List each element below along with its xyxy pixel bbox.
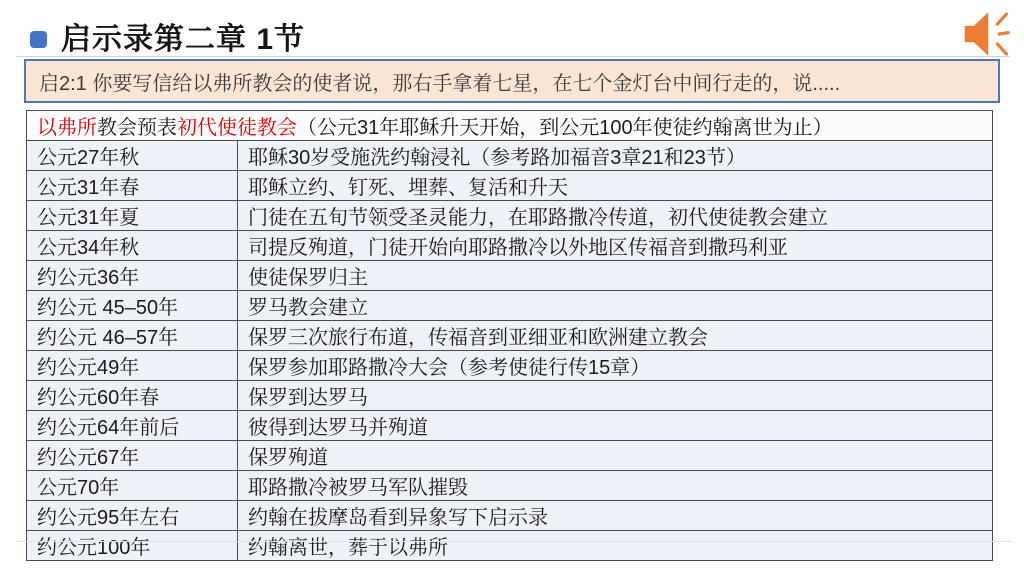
event-cell: 司提反殉道，门徒开始向耶路撒冷以外地区传福音到撒玛利亚 — [238, 231, 993, 261]
event-cell: 门徒在五旬节领受圣灵能力，在耶路撒冷传道，初代使徒教会建立 — [238, 201, 993, 231]
table-header-row — [27, 111, 993, 141]
table-row — [27, 141, 993, 171]
event-cell: 耶路撒冷被罗马军队摧毁 — [238, 471, 993, 501]
timeline-table-body — [27, 111, 993, 561]
date-cell: 约公元100年 — [27, 531, 238, 561]
header-segment: 初代使徒教会 — [177, 117, 297, 139]
header-segment: 教会预表 — [97, 117, 177, 139]
table-row — [27, 201, 993, 231]
event-cell: 彼得到达罗马并殉道 — [238, 411, 993, 441]
date-cell: 公元70年 — [27, 471, 238, 501]
page-title: 启示录第二章 1节 — [61, 23, 306, 56]
date-cell: 约公元36年 — [27, 261, 238, 291]
table-row — [27, 231, 993, 261]
date-cell: 约公元60年春 — [27, 381, 238, 411]
title-row — [30, 14, 305, 58]
date-cell: 公元31年夏 — [27, 201, 238, 231]
event-cell: 保罗殉道 — [238, 441, 993, 471]
table-row — [27, 351, 993, 381]
date-cell: 约公元67年 — [27, 441, 238, 471]
date-cell: 约公元95年左右 — [27, 501, 238, 531]
table-row — [27, 261, 993, 291]
header-segment: 以弗所 — [37, 117, 97, 139]
header-segment: （公元31年耶稣升天开始，到公元100年使徒约翰离世为止） — [297, 117, 833, 139]
scripture-quote-text: 启2:1 你要写信给以弗所教会的使者说，那右手拿着七星，在七个金灯台中间行走的，说..... — [39, 72, 841, 95]
event-cell: 使徒保罗归主 — [238, 261, 993, 291]
title-bullet-square — [30, 31, 47, 48]
date-cell: 约公元64年前后 — [27, 411, 238, 441]
event-cell: 保罗三次旅行布道，传福音到亚细亚和欧洲建立教会 — [238, 321, 993, 351]
bottom-divider-line — [16, 541, 1012, 542]
table-row — [27, 441, 993, 471]
date-cell: 公元27年秋 — [27, 141, 238, 171]
table-row — [27, 381, 993, 411]
event-cell: 约翰在拔摩岛看到异象写下启示录 — [238, 501, 993, 531]
scripture-quote-box — [24, 59, 1000, 103]
date-cell: 约公元49年 — [27, 351, 238, 381]
table-row — [27, 291, 993, 321]
event-cell: 保罗参加耶路撒冷大会（参考使徒行传15章） — [238, 351, 993, 381]
date-cell: 公元34年秋 — [27, 231, 238, 261]
table-row — [27, 321, 993, 351]
date-cell: 约公元 46–57年 — [27, 321, 238, 351]
event-cell: 罗马教会建立 — [238, 291, 993, 321]
table-row — [27, 531, 993, 561]
table-row — [27, 471, 993, 501]
table-row — [27, 501, 993, 531]
speaker-icon[interactable] — [962, 8, 1020, 60]
date-cell: 公元31年春 — [27, 171, 238, 201]
event-cell: 保罗到达罗马 — [238, 381, 993, 411]
table-row — [27, 171, 993, 201]
event-cell: 约翰离世，葬于以弗所 — [238, 531, 993, 561]
table-header-cell — [27, 111, 993, 141]
title-divider-line — [16, 56, 1010, 57]
date-cell: 约公元 45–50年 — [27, 291, 238, 321]
event-cell: 耶稣30岁受施洗约翰浸礼（参考路加福音3章21和23节） — [238, 141, 993, 171]
timeline-table — [26, 110, 993, 561]
event-cell: 耶稣立约、钉死、埋葬、复活和升天 — [238, 171, 993, 201]
table-header-text — [37, 117, 833, 139]
table-row — [27, 411, 993, 441]
